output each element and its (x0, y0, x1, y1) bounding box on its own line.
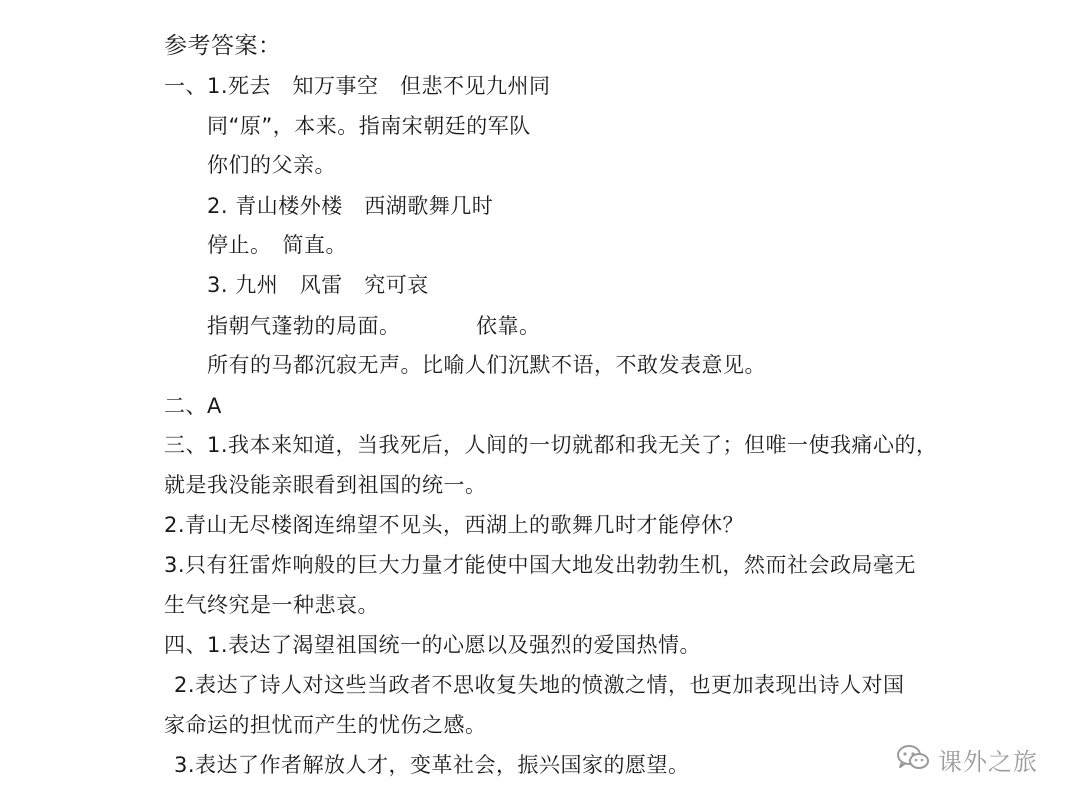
answer-line: 同“原”，本来。指南宋朝廷的军队 (207, 114, 531, 138)
answer-line: 三、1.我本来知道，当我死后，人间的一切就都和我无关了；但唯一使我痛心的， (164, 433, 938, 457)
answer-line: 2.表达了诗人对这些当政者不思收复失地的愤激之情，也更加表现出诗人对国 (174, 673, 905, 697)
answer-line: 二、A (164, 394, 222, 418)
answer-line: 3.只有狂雷炸响般的巨大力量才能使中国大地发出勃勃生机，然而社会政局毫无 (164, 553, 917, 577)
answer-line: 生气终究是一种悲哀。 (164, 593, 379, 617)
answer-line: 2. 青山楼外楼 西湖歌舞几时 (207, 194, 494, 218)
answer-line: 你们的父亲。 (207, 153, 336, 177)
answer-line: 2.青山无尽楼阁连绵望不见头，西湖上的歌舞几时才能停休？ (164, 513, 745, 537)
answer-line: 就是我没能亲眼看到祖国的统一。 (164, 473, 487, 497)
watermark-text: 课外之旅 (938, 748, 1038, 776)
answer-line: 家命运的担忧而产生的忧伤之感。 (164, 713, 487, 737)
answer-line: 指朝气蓬勃的局面。 依靠。 (207, 314, 541, 338)
answer-line: 3. 九州 风雷 究可哀 (207, 273, 429, 297)
answer-line: 四、1.表达了渴望祖国统一的心愿以及强烈的爱国热情。 (164, 633, 702, 657)
wechat-icon (896, 744, 930, 776)
watermark (896, 742, 1038, 777)
answer-line: 3.表达了作者解放人才，变革社会，振兴国家的愿望。 (174, 753, 690, 777)
answer-line: 一、1.死去 知万事空 但悲不见九州同 (164, 74, 551, 98)
document-title: 参考答案： (164, 33, 282, 59)
answer-line: 停止。 简直。 (207, 233, 347, 257)
answer-line: 所有的马都沉寂无声。比喻人们沉默不语，不敢发表意见。 (207, 353, 766, 377)
